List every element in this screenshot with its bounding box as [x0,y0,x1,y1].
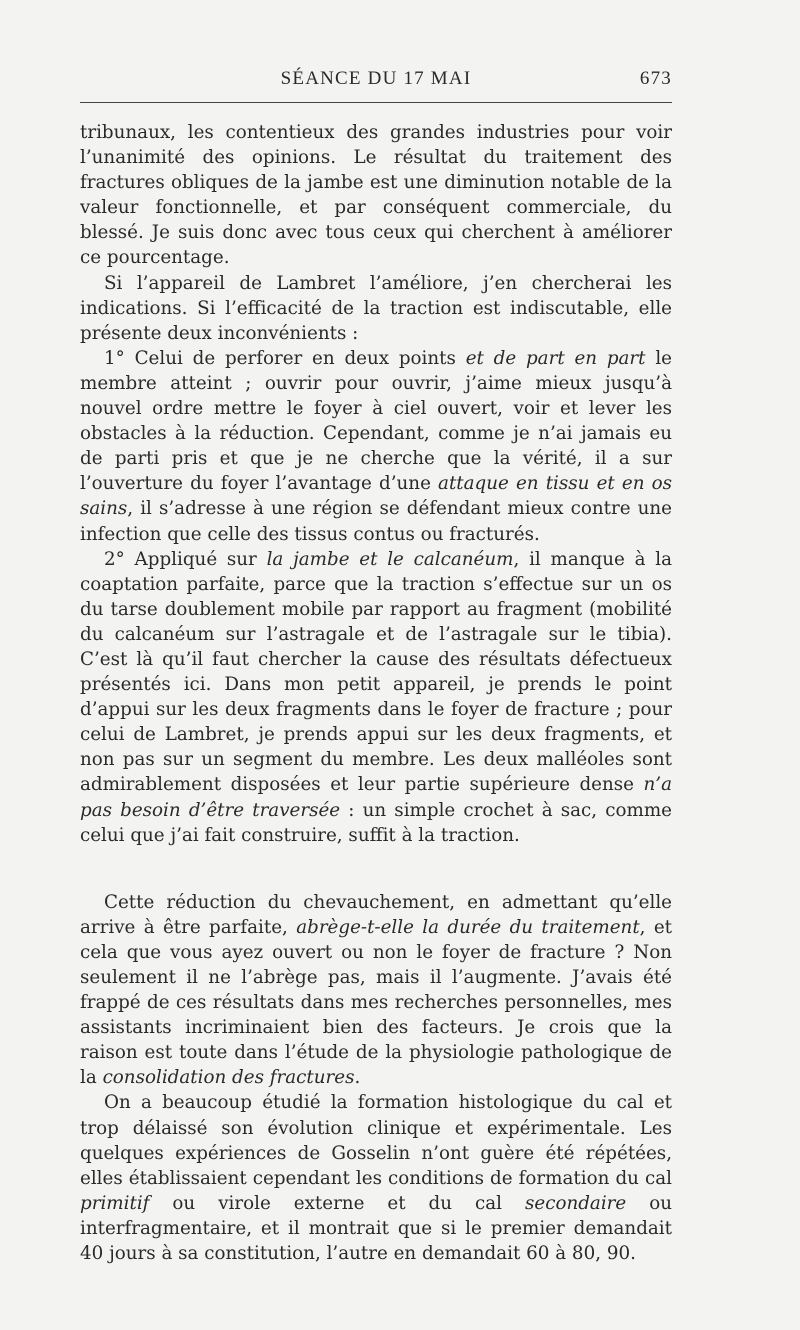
paragraph-3-text-c: , il s’adresse à une région se défendant mieux contre une infection que celle des tissus contus ou fracturés. [80,498,672,545]
paragraph-5-text-b: , et cela que vous ayez ouvert ou non le foyer de fracture ? Non seulement il ne l’abrège pas, mais il l’augmente. J’avais été frappé de ces résultats dans mes recherches personnelles, mes assistants incriminaient bien des facteurs. Je crois que la raison est toute dans l’étude de la physiologie pathologique de la [80,916,672,1089]
paragraph-1: tribunaux, les contentieux des grandes industries pour voir l’unanimité des opinions. Le résultat du traitement des fractures obliques de la jambe est une diminution notable de la valeur fonctionnelle, et par conséquent commerciale, du blessé. Je suis donc avec tous ceux qui cherchent à améliorer ce pourcentage. [80,122,672,269]
paragraph-6-text-b: ou virole externe et du cal [149,1192,525,1214]
paragraph-5-text-a: Cette réduction du chevauchement, en admettant qu’elle arrive à être parfaite, [80,891,672,938]
header-rule [80,102,672,103]
paragraph-6-italic-a: primitif [80,1192,150,1214]
paragraph-4-italic-a: la jambe et le calcanéum [266,548,514,570]
paragraph-5 [80,890,672,1091]
paragraph-4-text-b: , il manque à la coaptation parfaite, parce que la traction s’effectue sur un os du tarse doublement mobile par rapport au fragment (mobilité du calcanéum sur l’astragale et de l’astragale sur le tibia). C’est là qu’il faut chercher la cause des résultats défectueux présentés ici. Dans mon petit appareil, je prends le point d’appui sur les deux fragments dans le foyer de fracture ; pour celui de Lambret, je prends appui sur les deux fragments, et non pas sur un segment du membre. Les deux malléoles sont admirablement disposées et leur partie supérieure dense [80,548,673,796]
running-header [80,68,672,96]
paragraph-4-text-c: : un simple crochet à sac, comme celui que j’ai fait construire, suffit à la traction. [80,799,672,846]
paragraph-2: Si l’appareil de Lambret l’améliore, j’en chercherai les indications. Si l’efficacité de la traction est indiscutable, elle présente deux inconvénients : [80,272,672,344]
paragraph-3-text-b: le membre atteint ; ouvrir pour ouvrir, j’aime mieux jusqu’à nouvel ordre mettre le foyer à ciel ouvert, voir et lever les obstacles à la réduction. Cependant, comme je n’ai jamais eu de parti pris et que je ne cherche que la vérité, il a sur l’ouverture du foyer l’avantage d’une [80,347,672,495]
paragraph-6-text-a: On a beaucoup étudié la formation histologique du cal et trop délaissé son évolution clinique et expérimentale. Les quelques expériences de Gosselin n’ont guère été répétées, elles établissaient cependant les conditions de formation du cal [80,1092,672,1189]
header-title: SÉANCE DU 17 MAI [280,68,472,89]
page-number: 673 [639,68,672,89]
paragraph-3-italic-a: et de part en part [465,347,646,369]
paragraph-6-italic-b: secondaire [525,1192,627,1214]
body-text [80,120,672,1266]
paragraph-4-italic-b: n’a pas besoin d’être traversée [80,774,672,821]
paragraph-5-italic-a: abrège-t-elle la durée du traitement [296,916,640,938]
paragraph-5-italic-b: consolidation des fractures [102,1067,355,1089]
paragraph-6 [80,1090,672,1266]
paragraph-4-text-a: 2° Appliqué sur [104,548,267,570]
paragraph-5-text-c: . [354,1067,361,1089]
paragraph-3-text-a: 1° Celui de perforer en deux points [104,347,466,369]
paragraph-6-text-c: ou interfragmentaire, et il montrait que si le premier demandait 40 jours à sa constitution, l’autre en demandait 60 à 80, 90. [80,1192,673,1265]
paragraph-3 [80,346,672,547]
paragraph-4 [80,547,672,848]
paragraph-3-italic-b: attaque en tissu et en os sains [80,473,672,520]
section-gap [80,848,672,890]
